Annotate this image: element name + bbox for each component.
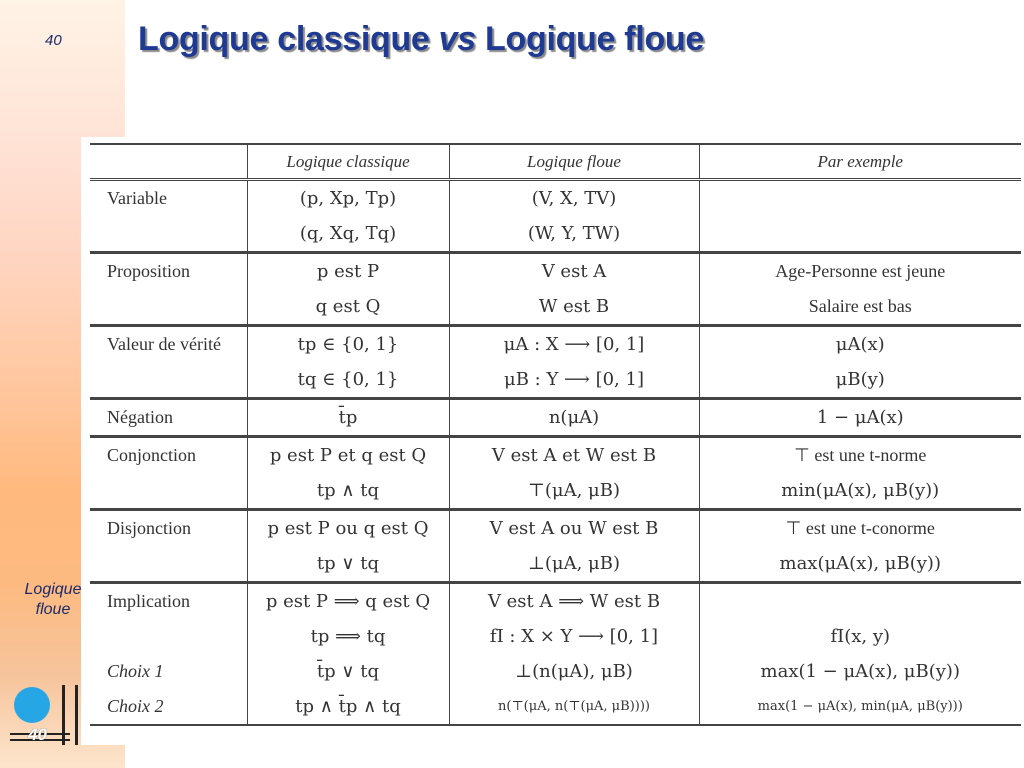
table-cell: ⊥(n(μA), μB) — [449, 654, 699, 689]
table-cell: p est P ⟹ q est Q — [247, 583, 449, 620]
table-row — [90, 546, 1021, 583]
row-label: Variable — [90, 180, 247, 217]
table-cell: (q, Xq, Tq) — [247, 216, 449, 253]
page-number: 40 — [45, 32, 62, 49]
header-cell: Logique classique — [247, 144, 449, 180]
table-cell: n(μA) — [449, 399, 699, 437]
table-row — [90, 289, 1021, 326]
table-cell: (V, X, TV) — [449, 180, 699, 217]
table-cell: tp ∧ tq — [247, 473, 449, 510]
table-cell: min(μA(x), μB(y)) — [699, 473, 1021, 510]
title-part-1: Logique classique — [138, 20, 439, 58]
table-row — [90, 362, 1021, 399]
table-row — [90, 326, 1021, 363]
header-cell: Logique floue — [449, 144, 699, 180]
table-row — [90, 654, 1021, 689]
table-cell: tp ⟹ tq — [247, 619, 449, 654]
table-cell: max(1 − μA(x), μB(y)) — [699, 654, 1021, 689]
table-cell: t̄p — [247, 399, 449, 437]
table-cell: q est Q — [247, 289, 449, 326]
row-label — [90, 216, 247, 253]
table-row — [90, 216, 1021, 253]
table-cell — [699, 583, 1021, 620]
side-label: Logique floue — [24, 581, 82, 618]
table-cell: V est A ⟹ W est B — [449, 583, 699, 620]
table-cell: p est P ou q est Q — [247, 510, 449, 547]
table-row — [90, 583, 1021, 620]
university-logo — [10, 685, 90, 750]
table-cell: p est P — [247, 253, 449, 290]
row-label: Implication — [90, 583, 247, 620]
table-cell — [699, 180, 1021, 217]
table-cell: Salaire est bas — [699, 289, 1021, 326]
table-cell: V est A ou W est B — [449, 510, 699, 547]
table-cell: (W, Y, TW) — [449, 216, 699, 253]
table-row — [90, 473, 1021, 510]
table-cell: max(μA(x), μB(y)) — [699, 546, 1021, 583]
table-cell: ⊤ est une t-conorme — [699, 510, 1021, 547]
table-cell: tp ∨ tq — [247, 546, 449, 583]
table-cell: tp ∧ t̄p ∧ tq — [247, 689, 449, 725]
header-cell — [90, 144, 247, 180]
logo-bars-icon — [62, 685, 78, 745]
table-cell: p est P et q est Q — [247, 437, 449, 474]
comparison-table — [90, 143, 1021, 726]
table-cell: t̄p ∨ tq — [247, 654, 449, 689]
table-cell: W est B — [449, 289, 699, 326]
table-row — [90, 437, 1021, 474]
table-row — [90, 619, 1021, 654]
table-cell: μA : X ⟶ [0, 1] — [449, 326, 699, 363]
table-row — [90, 689, 1021, 725]
row-label — [90, 619, 247, 654]
row-label — [90, 546, 247, 583]
table-cell: (p, Xp, Tp) — [247, 180, 449, 217]
comparison-table-image — [81, 137, 1024, 745]
table-row — [90, 180, 1021, 217]
row-label: Valeur de vérité — [90, 326, 247, 363]
table-row — [90, 399, 1021, 437]
row-label: Conjonction — [90, 437, 247, 474]
table-cell: max(1 − μA(x), min(μA, μB(y))) — [699, 689, 1021, 725]
row-label: Choix 1 — [107, 661, 164, 681]
table-cell — [699, 216, 1021, 253]
table-cell: μB : Y ⟶ [0, 1] — [449, 362, 699, 399]
table-cell: ⊤ est une t-norme — [699, 437, 1021, 474]
row-label: Négation — [90, 399, 247, 437]
table-cell: ⊤(μA, μB) — [449, 473, 699, 510]
table-cell: fI : X × Y ⟶ [0, 1] — [449, 619, 699, 654]
table-header-row — [90, 144, 1021, 180]
logo-number: 40 — [28, 725, 47, 744]
table-cell: V est A — [449, 253, 699, 290]
table-cell: ⊥(μA, μB) — [449, 546, 699, 583]
table-row — [90, 253, 1021, 290]
table-cell: V est A et W est B — [449, 437, 699, 474]
row-label: Choix 2 — [90, 689, 247, 725]
row-label — [90, 289, 247, 326]
table-cell: 1 − μA(x) — [699, 399, 1021, 437]
logo-circle-icon — [14, 687, 50, 723]
table-cell: μB(y) — [699, 362, 1021, 399]
table-cell: tq ∈ {0, 1} — [247, 362, 449, 399]
table-cell: μA(x) — [699, 326, 1021, 363]
table-cell: n(⊤(μA, n(⊤(μA, μB)))) — [449, 689, 699, 725]
table-cell: tp ∈ {0, 1} — [247, 326, 449, 363]
row-label: Disjonction — [90, 510, 247, 547]
table-cell: fI(x, y) — [699, 619, 1021, 654]
title-vs: vs — [438, 20, 476, 58]
slide-title — [138, 20, 704, 59]
title-part-2: Logique floue — [475, 20, 704, 58]
row-label: Proposition — [90, 253, 247, 290]
table-cell: Age-Personne est jeune — [699, 253, 1021, 290]
table-row — [90, 510, 1021, 547]
row-label — [90, 362, 247, 399]
row-label — [90, 473, 247, 510]
header-cell: Par exemple — [699, 144, 1021, 180]
